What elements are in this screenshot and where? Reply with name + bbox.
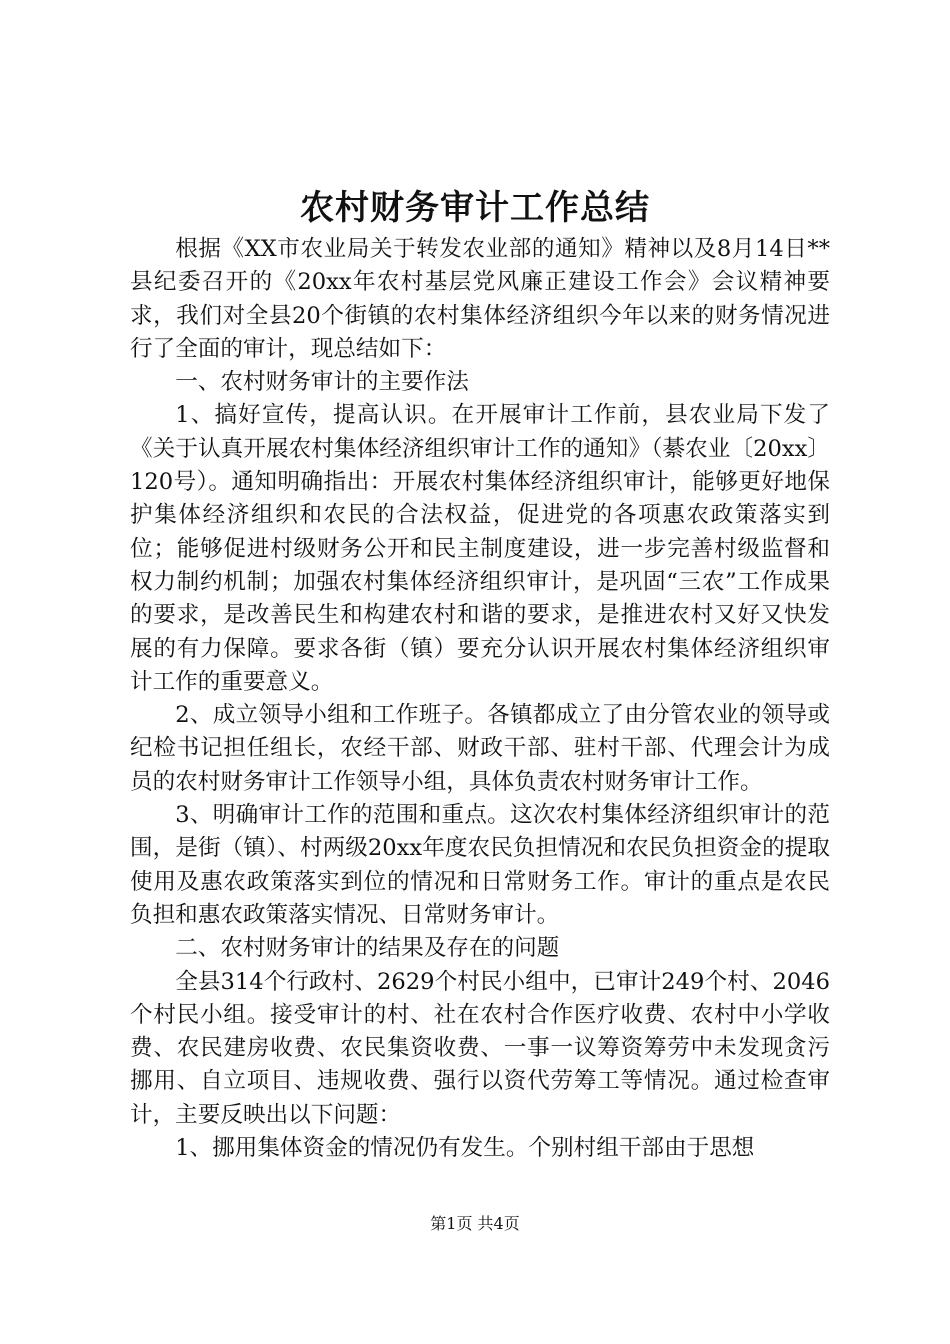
paragraph-intro: 根据《XX市农业局关于转发农业部的通知》精神以及8月14日**县纪委召开的《20xx年农村基层党风廉正建设工作会》会议精神要求，我们对全县20个街镇的农村集体经济组织今年以来的财务情况进行了全面的审计，现总结如下： bbox=[130, 236, 830, 362]
document-body bbox=[130, 233, 830, 1165]
paragraph-audit-scope: 3、明确审计工作的范围和重点。这次农村集体经济组织审计的范围，是街（镇）、村两级20xx年度农民负担情况和农民负担资金的提取使用及惠农政策落实到位的情况和日常财务工作。审计的重点是农民负担和惠农政策落实情况、日常财务审计。 bbox=[130, 802, 830, 928]
paragraph-publicity: 1、搞好宣传，提高认识。在开展审计工作前，县农业局下发了《关于认真开展农村集体经济组织审计工作的通知》（綦农业〔20xx〕120号）。通知明确指出：开展农村集体经济组织审计，能够更好地保护集体经济组织和农民的合法权益，促进党的各项惠农政策落实到位；能够促进村级财务公开和民主制度建设，进一步完善村级监督和权力制约机制；加强农村集体经济组织审计，是巩固“三农”工作成果的要求，是改善民生和构建农村和谐的要求，是推进农村又好又快发展的有力保障。要求各街（镇）要充分认识开展农村集体经济组织审计工作的重要意义。 bbox=[130, 402, 830, 695]
section-heading-1: 一、农村财务审计的主要作法 bbox=[175, 369, 469, 396]
paragraph-misappropriation: 1、挪用集体资金的情况仍有发生。个别村组干部由于思想 bbox=[175, 1135, 755, 1162]
paragraph-audit-results: 全县314个行政村、2629个村民小组中，已审计249个村、2046个村民小组。接受审计的村、社在农村合作医疗收费、农村中小学收费、农民建房收费、农民集资收费、一事一议筹资筹劳中未发现贪污挪用、自立项目、违规收费、强行以资代劳筹工等情况。通过检查审计，主要反映出以下问题： bbox=[130, 968, 830, 1128]
page-number-footer: 第1页 共4页 bbox=[430, 1214, 520, 1233]
paragraph-leadership-group: 2、成立领导小组和工作班子。各镇都成立了由分管农业的领导或纪检书记担任组长，农经干部、财政干部、驻村干部、代理会计为成员的农村财务审计工作领导小组，具体负责农村财务审计工作。 bbox=[130, 702, 830, 795]
section-heading-2: 二、农村财务审计的结果及存在的问题 bbox=[175, 935, 560, 962]
page-title: 农村财务审计工作总结 bbox=[300, 188, 650, 228]
